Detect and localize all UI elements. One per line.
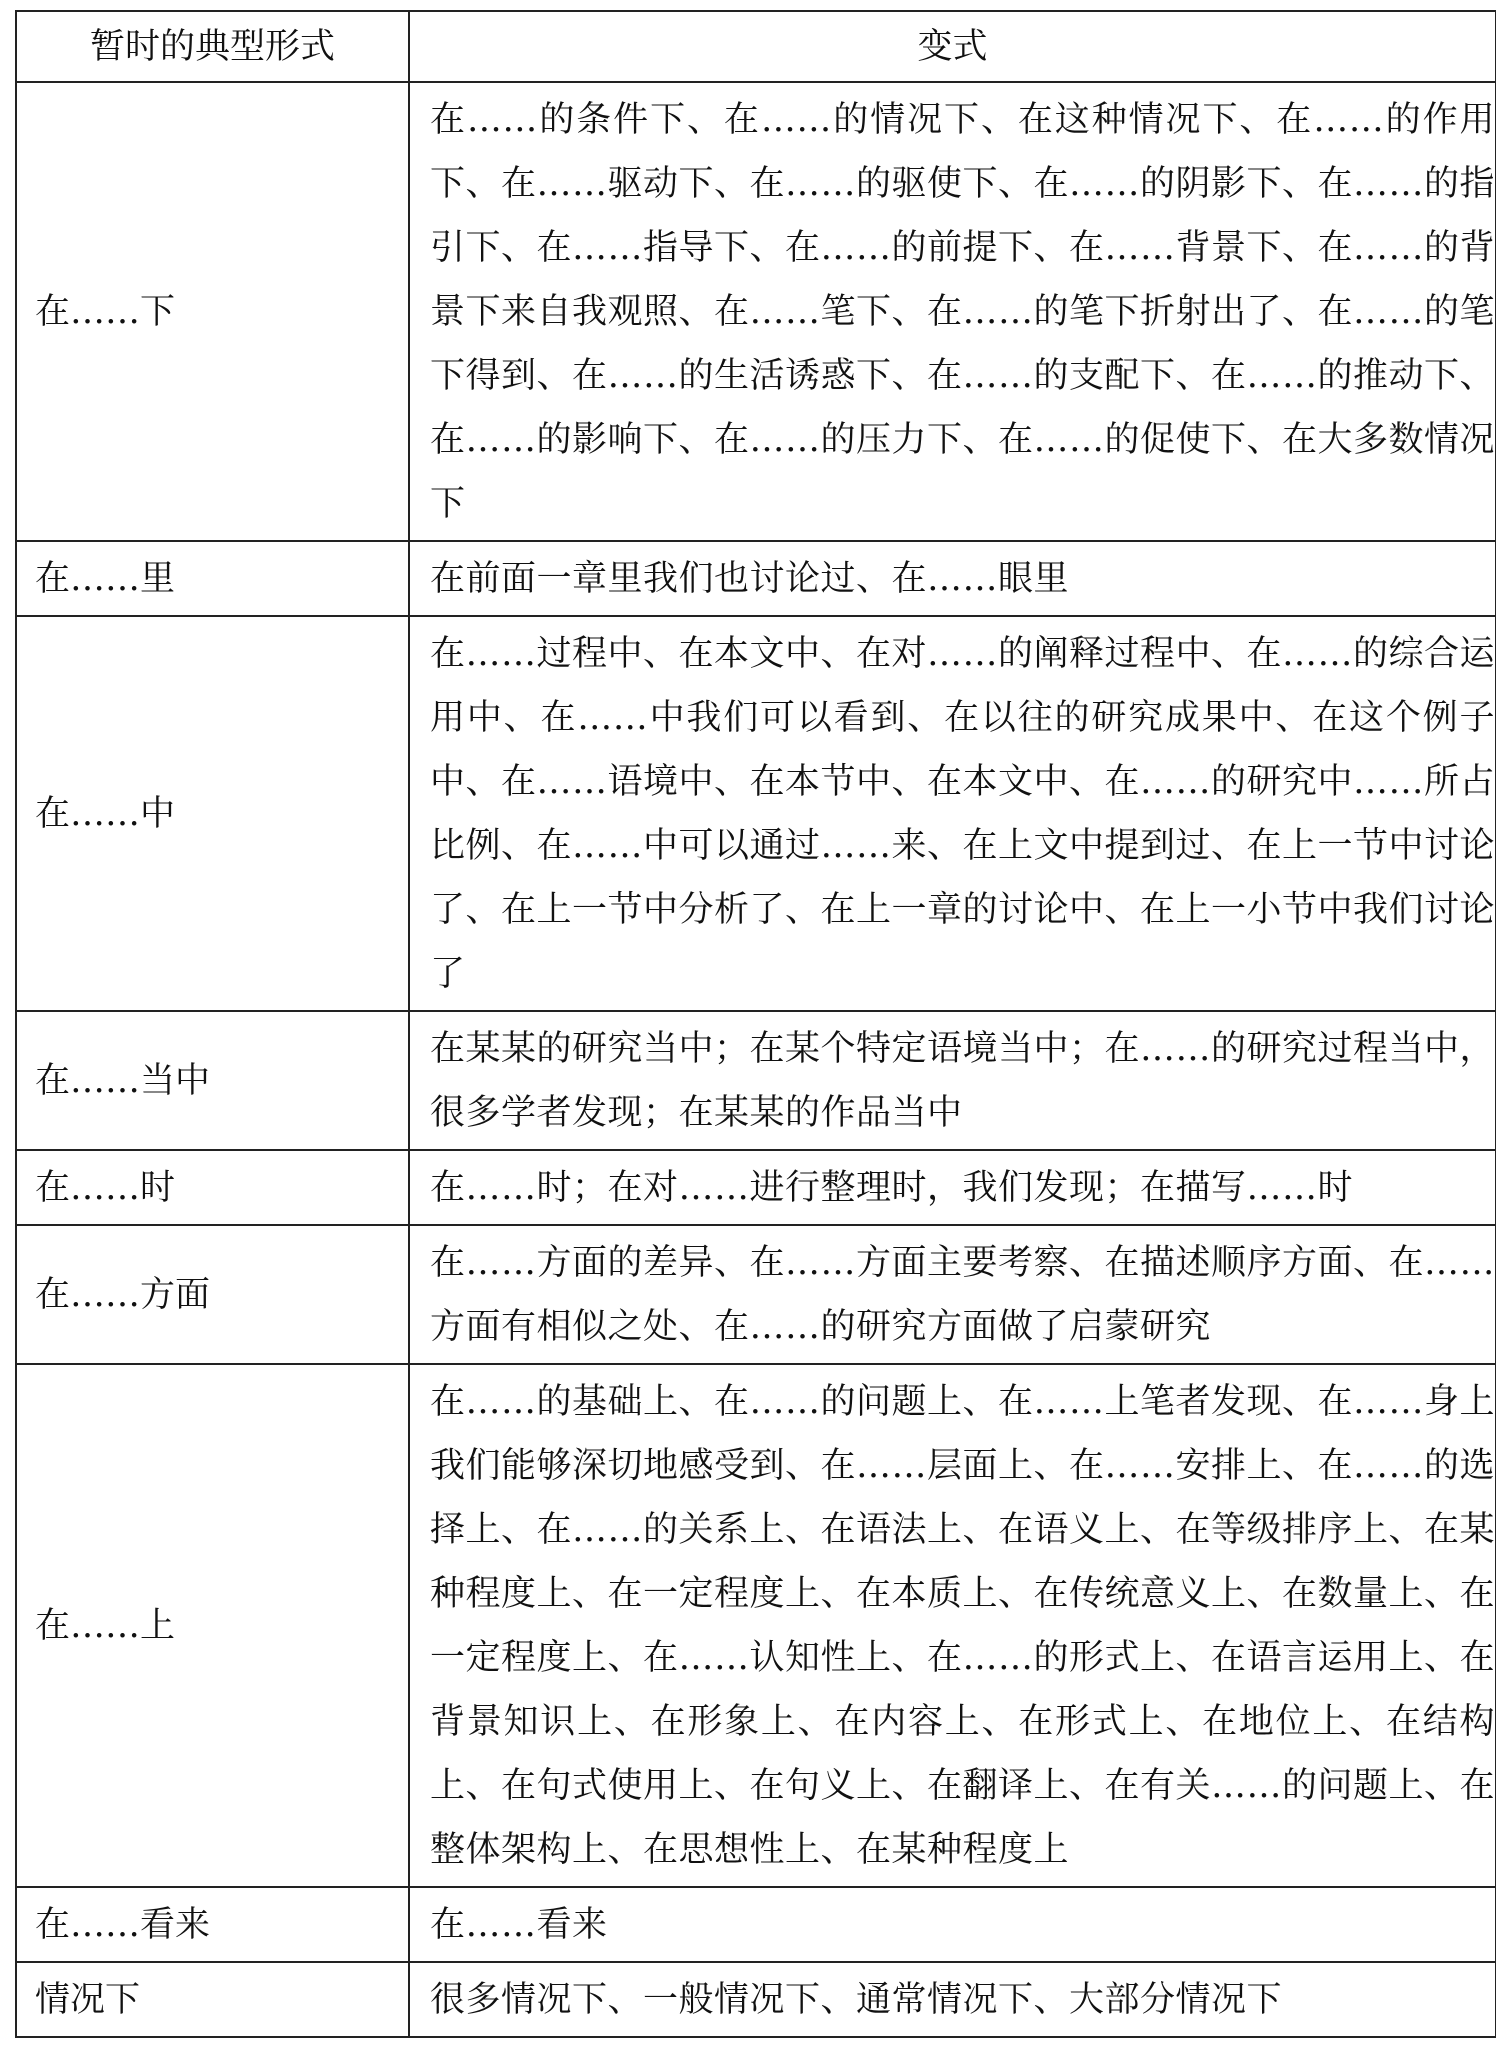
variants-cell: 在……的条件下、在……的情况下、在这种情况下、在……的作用下、在……驱动下、在……的驱使下、在……的阴影下、在……的指引下、在……指导下、在……的前提下、在……背景下、在……的背景下来自我观照、在……笔下、在……的笔下折射出了、在……的笔下得到、在……的生活诱惑下、在……的支配下、在……的推动下、在……的影响下、在……的压力下、在……的促使下、在大多数情况下: [409, 82, 1496, 541]
typical-form-cell: 情况下: [16, 1962, 409, 2037]
table-row: [16, 1150, 1496, 1225]
table-row: [16, 1962, 1496, 2037]
table-header-row: [16, 11, 1496, 82]
typical-form-cell: 在……下: [16, 82, 409, 541]
typical-form-cell: 在……上: [16, 1364, 409, 1887]
typical-form-cell: 在……当中: [16, 1011, 409, 1150]
forms-table: [15, 10, 1496, 2038]
variants-cell: 在……时；在对……进行整理时，我们发现；在描写……时: [409, 1150, 1496, 1225]
variants-cell: 在……看来: [409, 1887, 1496, 1962]
table-row: [16, 1225, 1496, 1364]
table-row: [16, 82, 1496, 541]
typical-form-cell: 在……看来: [16, 1887, 409, 1962]
table-row: [16, 1364, 1496, 1887]
table-row: [16, 541, 1496, 616]
typical-form-cell: 在……时: [16, 1150, 409, 1225]
table-row: [16, 1011, 1496, 1150]
variants-cell: 在……方面的差异、在……方面主要考察、在描述顺序方面、在……方面有相似之处、在……的研究方面做了启蒙研究: [409, 1225, 1496, 1364]
typical-form-cell: 在……里: [16, 541, 409, 616]
variants-cell: 很多情况下、一般情况下、通常情况下、大部分情况下: [409, 1962, 1496, 2037]
variants-cell: 在前面一章里我们也讨论过、在……眼里: [409, 541, 1496, 616]
table-row: [16, 1887, 1496, 1962]
typical-form-cell: 在……中: [16, 616, 409, 1011]
variants-cell: 在……的基础上、在……的问题上、在……上笔者发现、在……身上我们能够深切地感受到、在……层面上、在……安排上、在……的选择上、在……的关系上、在语法上、在语义上、在等级排序上、在某种程度上、在一定程度上、在本质上、在传统意义上、在数量上、在一定程度上、在……认知性上、在……的形式上、在语言运用上、在背景知识上、在形象上、在内容上、在形式上、在地位上、在结构上、在句式使用上、在句义上、在翻译上、在有关……的问题上、在整体架构上、在思想性上、在某种程度上: [409, 1364, 1496, 1887]
header-typical-form: 暂时的典型形式: [16, 11, 409, 82]
typical-form-cell: 在……方面: [16, 1225, 409, 1364]
header-variants: 变式: [409, 11, 1496, 82]
variants-cell: 在……过程中、在本文中、在对……的阐释过程中、在……的综合运用中、在……中我们可以看到、在以往的研究成果中、在这个例子中、在……语境中、在本节中、在本文中、在……的研究中……所占比例、在……中可以通过……来、在上文中提到过、在上一节中讨论了、在上一节中分析了、在上一章的讨论中、在上一小节中我们讨论了: [409, 616, 1496, 1011]
variants-cell: 在某某的研究当中；在某个特定语境当中；在……的研究过程当中，很多学者发现；在某某的作品当中: [409, 1011, 1496, 1150]
table-row: [16, 616, 1496, 1011]
